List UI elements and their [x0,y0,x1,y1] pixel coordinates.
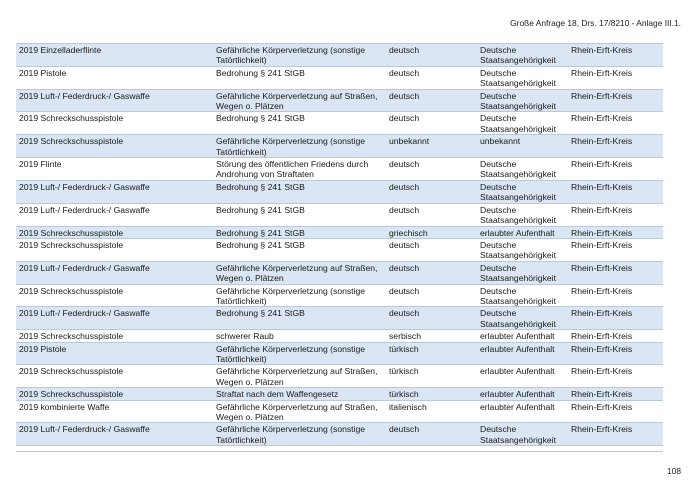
district-cell: Rhein-Erft-Kreis [568,388,663,400]
district-cell: Rhein-Erft-Kreis [568,44,663,67]
weapon-cell: 2019 Luft-/ Federdruck-/ Gaswaffe [16,203,213,226]
residence-status-cell: erlaubter Aufenthalt [477,400,568,423]
offense-cell: Bedrohung § 241 StGB [213,203,386,226]
weapon-cell: 2019 Schreckschusspistole [16,365,213,388]
weapon-cell: 2019 Luft-/ Federdruck-/ Gaswaffe [16,180,213,203]
district-cell: Rhein-Erft-Kreis [568,342,663,365]
district-cell: Rhein-Erft-Kreis [568,423,663,446]
nationality-cell: deutsch [386,261,477,284]
district-cell: Rhein-Erft-Kreis [568,238,663,261]
table-row [16,261,663,284]
offense-cell: schwerer Raub [213,330,386,342]
residence-status-cell: Deutsche Staatsangehörigkeit [477,284,568,307]
residence-status-cell: unbekannt [477,135,568,158]
table-row [16,203,663,226]
residence-status-cell: erlaubter Aufenthalt [477,388,568,400]
nationality-cell: deutsch [386,44,477,67]
nationality-cell: türkisch [386,365,477,388]
offense-cell: Gefährliche Körperverletzung auf Straßen, Wegen o. Plätzen [213,261,386,284]
district-cell: Rhein-Erft-Kreis [568,89,663,112]
weapon-cell: 2019 Pistole [16,66,213,89]
weapon-cell: 2019 Schreckschusspistole [16,238,213,261]
weapon-cell: 2019 Luft-/ Federdruck-/ Gaswaffe [16,307,213,330]
table-row [16,284,663,307]
table-row [16,66,663,89]
weapon-cell: 2019 Schreckschusspistole [16,284,213,307]
weapon-cell: 2019 Einzelladerflinte [16,44,213,67]
residence-status-cell: erlaubter Aufenthalt [477,342,568,365]
district-cell: Rhein-Erft-Kreis [568,135,663,158]
residence-status-cell: Deutsche Staatsangehörigkeit [477,180,568,203]
nationality-cell: deutsch [386,89,477,112]
district-cell: Rhein-Erft-Kreis [568,400,663,423]
residence-status-cell: Deutsche Staatsangehörigkeit [477,112,568,135]
weapon-cell: 2019 Luft-/ Federdruck-/ Gaswaffe [16,261,213,284]
district-cell: Rhein-Erft-Kreis [568,180,663,203]
table-row [16,226,663,238]
table-row [16,423,663,446]
offense-cell: Bedrohung § 241 StGB [213,66,386,89]
offense-cell: Bedrohung § 241 StGB [213,307,386,330]
offense-cell: Gefährliche Körperverletzung (sonstige Tatörtlichkeit) [213,342,386,365]
residence-status-cell: erlaubter Aufenthalt [477,330,568,342]
weapon-cell: 2019 Flinte [16,158,213,181]
weapon-cell: 2019 Schreckschusspistole [16,330,213,342]
nationality-cell: deutsch [386,238,477,261]
table-row [16,342,663,365]
weapon-cell: 2019 Schreckschusspistole [16,135,213,158]
residence-status-cell: erlaubter Aufenthalt [477,226,568,238]
nationality-cell: serbisch [386,330,477,342]
nationality-cell: deutsch [386,180,477,203]
weapon-cell: 2019 Schreckschusspistole [16,388,213,400]
offense-cell: Gefährliche Körperverletzung (sonstige Tatörtlichkeit) [213,423,386,446]
residence-status-cell: Deutsche Staatsangehörigkeit [477,307,568,330]
residence-status-cell: Deutsche Staatsangehörigkeit [477,44,568,67]
offense-cell: Gefährliche Körperverletzung (sonstige Tatörtlichkeit) [213,44,386,67]
district-cell: Rhein-Erft-Kreis [568,66,663,89]
district-cell: Rhein-Erft-Kreis [568,330,663,342]
offense-cell: Bedrohung § 241 StGB [213,112,386,135]
table-row [16,307,663,330]
offense-cell: Gefährliche Körperverletzung auf Straßen, Wegen o. Plätzen [213,365,386,388]
weapon-cell: 2019 kombinierte Waffe [16,400,213,423]
nationality-cell: deutsch [386,307,477,330]
district-cell: Rhein-Erft-Kreis [568,158,663,181]
table-row [16,135,663,158]
nationality-cell: deutsch [386,158,477,181]
weapon-cell: 2019 Luft-/ Federdruck-/ Gaswaffe [16,423,213,446]
document-header: Große Anfrage 18, Drs. 17/8210 - Anlage III.1. [510,18,681,28]
data-table [16,43,663,446]
district-cell: Rhein-Erft-Kreis [568,261,663,284]
offense-cell: Gefährliche Körperverletzung auf Straßen, Wegen o. Plätzen [213,89,386,112]
offense-cell: Bedrohung § 241 StGB [213,180,386,203]
nationality-cell: deutsch [386,66,477,89]
nationality-cell: deutsch [386,203,477,226]
data-table-container [16,43,663,446]
nationality-cell: türkisch [386,342,477,365]
nationality-cell: deutsch [386,284,477,307]
offense-cell: Gefährliche Körperverletzung auf Straßen, Wegen o. Plätzen [213,400,386,423]
residence-status-cell: Deutsche Staatsangehörigkeit [477,66,568,89]
weapon-cell: 2019 Schreckschusspistole [16,112,213,135]
table-row [16,180,663,203]
district-cell: Rhein-Erft-Kreis [568,307,663,330]
offense-cell: Bedrohung § 241 StGB [213,238,386,261]
table-row [16,89,663,112]
nationality-cell: türkisch [386,388,477,400]
table-row [16,112,663,135]
table-row [16,330,663,342]
residence-status-cell: Deutsche Staatsangehörigkeit [477,423,568,446]
offense-cell: Störung des öffentlichen Friedens durch Androhung von Straftaten [213,158,386,181]
residence-status-cell: Deutsche Staatsangehörigkeit [477,203,568,226]
residence-status-cell: Deutsche Staatsangehörigkeit [477,158,568,181]
offense-cell: Straftat nach dem Waffengesetz [213,388,386,400]
residence-status-cell: Deutsche Staatsangehörigkeit [477,261,568,284]
table-body [16,44,663,446]
district-cell: Rhein-Erft-Kreis [568,226,663,238]
residence-status-cell: Deutsche Staatsangehörigkeit [477,89,568,112]
offense-cell: Bedrohung § 241 StGB [213,226,386,238]
table-row [16,388,663,400]
nationality-cell: italienisch [386,400,477,423]
district-cell: Rhein-Erft-Kreis [568,112,663,135]
nationality-cell: unbekannt [386,135,477,158]
offense-cell: Gefährliche Körperverletzung (sonstige Tatörtlichkeit) [213,135,386,158]
offense-cell: Gefährliche Körperverletzung (sonstige Tatörtlichkeit) [213,284,386,307]
residence-status-cell: Deutsche Staatsangehörigkeit [477,238,568,261]
table-row [16,365,663,388]
weapon-cell: 2019 Luft-/ Federdruck-/ Gaswaffe [16,89,213,112]
table-row [16,400,663,423]
residence-status-cell: erlaubter Aufenthalt [477,365,568,388]
page-number: 108 [667,466,681,476]
weapon-cell: 2019 Pistole [16,342,213,365]
nationality-cell: griechisch [386,226,477,238]
nationality-cell: deutsch [386,423,477,446]
nationality-cell: deutsch [386,112,477,135]
district-cell: Rhein-Erft-Kreis [568,284,663,307]
footer-divider [16,451,663,452]
district-cell: Rhein-Erft-Kreis [568,203,663,226]
weapon-cell: 2019 Schreckschusspistole [16,226,213,238]
table-row [16,238,663,261]
table-row [16,158,663,181]
district-cell: Rhein-Erft-Kreis [568,365,663,388]
table-row [16,44,663,67]
